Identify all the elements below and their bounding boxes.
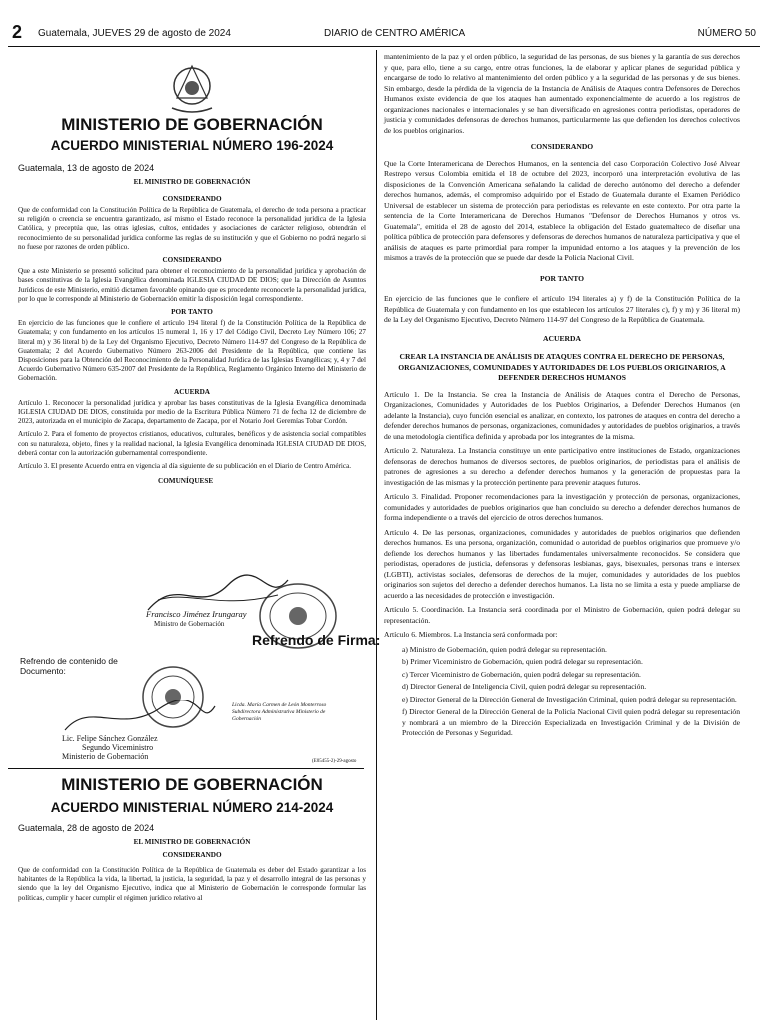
- acuerdo-date: Guatemala, 13 de agosto de 2024: [18, 163, 155, 174]
- article-1: Artículo 1. Reconocer la personalidad jurídica y aprobar las bases constitutivas de la Iglesia Evangélica denominada IGLESIA CIUDAD DE DIOS, constituida por medio de la Escritura Pública Número 71 de fecha 12 de diciembre de 2023, autorizada en el municipio de Zacapa, departamento de Zacapa, por el Notario Joel Geremías Tobar Cordón.: [18, 398, 366, 426]
- signer-2-name: Lic. Felipe Sánchez González: [62, 734, 158, 743]
- considerando-heading: CONSIDERANDO: [162, 194, 222, 203]
- page-header: [6, 22, 762, 48]
- issue-number: NÚMERO 50: [697, 28, 756, 39]
- considerando-paragraph: Que de conformidad con la Constitución Política de la República de Guatemala, el derecho de toda persona a practicar su religión o creencia se encuentra garantizado, así mismo el Estado reconoce la personalidad jurídica de la Iglesia Católica, y preceptúa que, las otras iglesias, cultos, entidades y asociaciones de carácter religioso, obtendrán el reconocimiento de su personalidad jurídica conforme las reglas de su institución y que el Gobierno no podrá negarlo si no fuese por razones de orden público.: [18, 206, 366, 251]
- acuerdo-date: Guatemala, 28 de agosto de 2024: [18, 823, 155, 834]
- signer-1-name: Francisco Jiménez Irungaray: [146, 609, 247, 619]
- list-item: d) Director General de Inteligencia Civil, quien podrá delegar su representación.: [402, 682, 647, 691]
- article-5: Artículo 5. Coordinación. La Instancia será coordinada por el Ministro de Gobernación, quien podrá delegar su representación.: [384, 605, 740, 625]
- list-item: f) Director General de la Dirección General de la Policía Nacional Civil quien podrá delegar su representación y nombrará a un miembro de la Dirección Especializada en Investigación Criminal y de la División de Protección de Personas y Seguridad.: [402, 707, 740, 737]
- authority-heading: EL MINISTRO DE GOBERNACIÓN: [133, 837, 251, 846]
- article-3: Artículo 3. Finalidad. Proponer recomendaciones para la investigación y protección de personas, organizaciones, comunidades y autoridades de pueblos originarios que han concluido su derecho a defender derechos humanos de forma independiente o a través del ejercicio de otros derechos humanos.: [384, 492, 740, 522]
- acuerda-heading: ACUERDA: [174, 387, 210, 396]
- considerando-heading: CONSIDERANDO: [162, 256, 222, 265]
- refrendo-label: Refrendo de contenido de Documento:: [20, 656, 118, 676]
- list-item: c) Tercer Viceministro de Gobernación, quien podrá delegar su representación.: [402, 669, 641, 679]
- refrendo-stamp: Refrendo de Firma:: [252, 632, 381, 648]
- newspaper-name: DIARIO de CENTRO AMÉRICA: [324, 28, 466, 39]
- comuniquese-heading: COMUNÍQUESE: [158, 477, 214, 486]
- article-4: Artículo 4. De las personas, organizaciones, comunidades y autoridades de pueblos originarios que defienden derechos humanos. Es una persona, organización, comunidad o autoridad de pueblos originarios que promueve y/o defiende los derechos humanos y las libertades fundamentales universalmente reconocidos. Se considera que periodistas, operadores de justicia, defensoras y defensoras lesbianas, gays, bisexuales, personas trans e intersex (LGBTI), activistas sociales, defensoras de derechos de la mujer, comunidades y autoridades de los pueblos originarios son sujetos del derecho a defender derechos humanos. La lista no se limita a esta y puede ampliarse de acuerdo a las necesidades de protección e investigación.: [384, 527, 740, 600]
- considerando-continued: mantenimiento de la paz y el orden público, la seguridad de las personas, de sus bienes y la garantía de sus derechos y que, para ello, tiene a su cargo, entre otras funciones, la de elaborar y aplicar planes de seguridad pública y encargarse de todo lo relativo al mantenimiento del orden público y a la seguridad de las personas y de sus bienes. Sin embargo, desde la pérdida de la vigencia de la Instancia de Análisis de Ataques contra Defensores de Derechos Humanos existe evidencia de que los ataques han aumentado exponencialmente de acuerdo a los registros de organizaciones nacionales e internacionales y se han diversificado en agresiones contra periodistas, operadores de justicia y comunidades defensoras de derechos humanos, particularmente las que defienden los derechos colectivos de los pueblos originarios.: [384, 52, 740, 135]
- section-rule: [8, 768, 364, 769]
- header-date: Guatemala, JUEVES 29 de agosto de 2024: [38, 28, 231, 39]
- acuerdo-title: ACUERDO MINISTERIAL NÚMERO 196-2024: [50, 138, 334, 154]
- signer-2-ministry: Ministerio de Gobernación: [62, 752, 149, 761]
- considerando-paragraph: Que de conformidad con la Constitución Política de la República de Guatemala es deber del Estado garantizar a los habitantes de la República la vida, la libertad, la justicia, la seguridad, la paz y el desarrollo integral de las personas y siendo que la ley del Organismo Ejecutivo, indica que al Ministerio de Gobernación le corresponde formular las políticas, cumplir y hacer cumplir el régimen jurídico relativo al: [18, 866, 366, 902]
- considerando-paragraph: Que la Corte Interamericana de Derechos Humanos, en la sentencia del caso Corporación Colectivo José Alvear Restrepo versus Colombia emitida el 18 de octubre del 2023, incorporó una interpretación evolutiva de las disposiciones de la Convención Americana señalando la calidad de derecho autónomo del derecho a defender derechos humanos, además, el compromiso adquirido por el Estado de Guatemala durante el Examen Periódico Universal de establecer un sistema de protección para periodistas es relevante en este contexto. Por otra parte la sentencia de la Corte Interamericana de Derechos Humanos "Defensor de Derechos Humanos y otros vs. Guatemala", emitida el 28 de agosto del 2014, establece la obligación del Estado guatemalteco de diseñar una política pública de protección para defensores y defensoras de derechos humanos de naturaleza participativa y que el análisis de ataques es parte primordial para romper la impunidad entorno a los ataques y la prevención de los mismos a través de la protección que se puede dar desde la Policía Nacional Civil.: [384, 158, 740, 262]
- crear-heading: CREAR LA INSTANCIA DE ANÁLISIS DE ATAQUES CONTRA EL DERECHO DE PERSONAS, ORGANIZACIONES, COMUNIDADES Y AUTORIDADES DE LOS PUEBLOS ORIGINARIOS, A DEFENDER DERECHOS HUMANOS: [398, 352, 726, 382]
- considerando-heading: CONSIDERANDO: [162, 850, 222, 859]
- article-2: Artículo 2. Naturaleza. La Instancia constituye un ente participativo entre instituciones de Estado, organizaciones defensoras de derechos humanos de diversos sectores, de pueblos originarios, de periodistas para el análisis de patrones de agresiones a su derecho a defender derechos humanos y la generación de propuestas para la investigación de las mismas y la protección pertinente para prevenir ataques futuros.: [384, 446, 740, 487]
- signer-1-role: Ministro de Gobernación: [154, 620, 225, 628]
- considerando-paragraph: Que a este Ministerio se presentó solicitud para obtener el reconocimiento de la personalidad jurídica y aprobación de bases constitutivas de la Iglesia Evangélica denominada IGLESIA CIUDAD DE DIOS; que la Dirección de Asuntos Jurídicos de este Ministerio, emitió dictamen favorable opinando que es procedente reconocerle la personalidad jurídica, por lo que le corresponde al Ministerio de Gobernación emitir la disposición legal correspondiente.: [18, 267, 366, 303]
- authority-heading: EL MINISTRO DE GOBERNACIÓN: [133, 177, 251, 186]
- ministry-title: MINISTERIO DE GOBERNACIÓN: [61, 115, 323, 134]
- coat-of-arms-icon: [167, 58, 217, 116]
- article-1: Artículo 1. De la Instancia. Se crea la Instancia de Análisis de Ataques contra el Derecho de Personas, Organizaciones, Comunidades y Autoridades de los Pueblos Originarios, a Defender Derechos Humanos (en adelante la Instancia), cuyo función esencial es analizar, en contexto, los patrones de ataques en contra del derecho a defender derechos humanos de personas, organizaciones, comunidades y autoridades de pueblos originarios, a través de una metodología científica definida y aprobada por los integrantes de la misma.: [384, 389, 740, 441]
- por-tanto-heading: POR TANTO: [171, 308, 213, 317]
- signer-3-block: Licda. María Carmen de León Monterroso Subdirectora Administrativa Ministerio de Gobernación: [232, 702, 327, 722]
- article-3: Artículo 3. El presente Acuerdo entra en vigencia al día siguiente de su publicación en el Diario de Centro América.: [18, 462, 352, 471]
- por-tanto-paragraph: En ejercicio de las funciones que le confiere el artículo 194 literales a) y f) de la Constitución Política de la República de Guatemala y con fundamento en los que establecen los artículos 27 literales c), f) y m) y 36 literal m) de la Ley del Organismo Ejecutivo, Decreto Número 114-97 del Congreso de la República de Guatemala.: [384, 294, 740, 324]
- article-2: Artículo 2. Para el fomento de proyectos cristianos, educativos, culturales, benéficos y de asistencia social compatibles con su naturaleza, objeto, fines y la realidad nacional, la Iglesia Evangélica denominada IGLESIA CIUDAD DE DIOS, deberá contar con la autorización gubernamental correspondiente.: [18, 430, 366, 457]
- considerando-heading: CONSIDERANDO: [530, 142, 594, 151]
- column-divider: [376, 50, 377, 1020]
- acuerdo-title: ACUERDO MINISTERIAL NÚMERO 214-2024: [50, 800, 334, 816]
- signature-scribble-icon: [60, 700, 220, 736]
- signer-2-role: Segundo Viceministro: [82, 743, 154, 752]
- list-item: b) Primer Viceministro de Gobernación, quien podrá delegar su representación.: [402, 657, 643, 666]
- list-item: a) Ministro de Gobernación, quien podrá delegar su representación.: [402, 644, 607, 654]
- article-6: Artículo 6. Miembros. La Instancia será conformada por:: [384, 630, 558, 639]
- header-rule: [8, 46, 760, 47]
- publication-code: (E05455-2)-29-agosto: [312, 759, 357, 764]
- por-tanto-heading: POR TANTO: [539, 273, 585, 283]
- members-list: [384, 645, 740, 739]
- left-column: [18, 52, 366, 489]
- right-column: [384, 52, 740, 741]
- acuerda-heading: ACUERDA: [543, 333, 581, 343]
- list-item: e) Director General de la Dirección General de Investigación Criminal, quien podrá delegar su representación.: [402, 694, 737, 704]
- ministry-title: MINISTERIO DE GOBERNACIÓN: [61, 775, 323, 794]
- por-tanto-paragraph: En ejercicio de las funciones que le confiere el artículo 194 literal f) de la Constitución Política de la República de Guatemala; y con fundamento en los artículos 15 numeral 1, 16 y 17 del Código Civil, Decreto Ley Número 106; 27 literal m) y 36 literal b) de la Ley del Organismo Ejecutivo, Decreto Número 114-97 del Congreso de la República de Guatemala; 2 del Acuerdo Gubernativo Número 263-2006 del Presidente de la República, que contiene las Disposiciones para la Obtención del Reconocimiento de la Personalidad Jurídica de las Iglesias Evangélicas; y, 4 y 7 del Acuerdo Gubernativo Número 635-2007 del Presidente de la República, Reglamento Orgánico Interno del Ministerio de Gobernación.: [18, 319, 366, 383]
- page-number: 2: [12, 22, 23, 42]
- left-column-doc2: [18, 775, 366, 907]
